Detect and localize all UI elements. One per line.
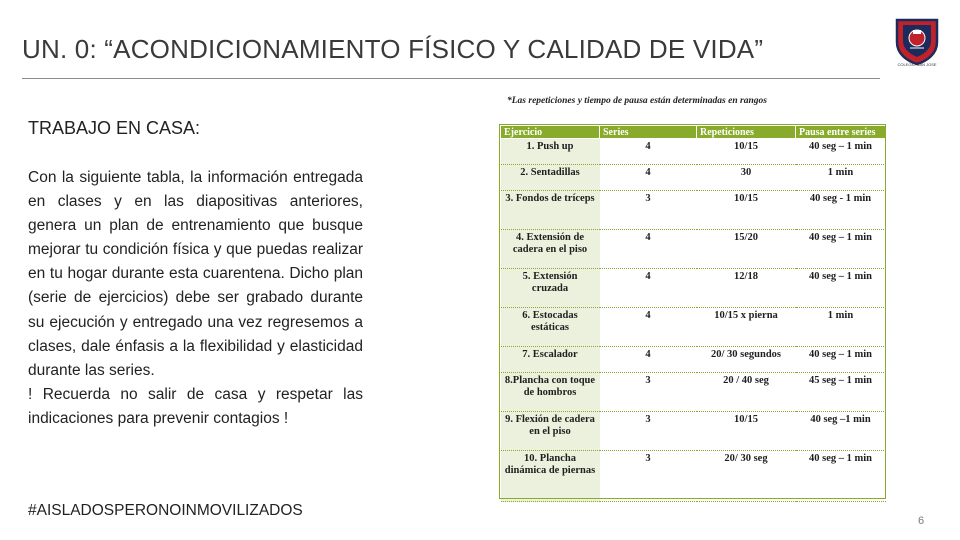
cell-pause: 40 seg – 1 min	[796, 269, 886, 308]
cell-series: 4	[600, 269, 697, 308]
cell-pause: 40 seg – 1 min	[796, 347, 886, 373]
cell-pause: 40 seg – 1 min	[796, 451, 886, 502]
table-row	[501, 451, 886, 502]
cell-reps: 30	[697, 165, 796, 191]
cell-reps: 10/15	[697, 412, 796, 451]
cell-pause: 1 min	[796, 165, 886, 191]
cell-reps: 10/15	[697, 139, 796, 165]
header-ejercicio: Ejercicio	[501, 126, 600, 139]
cell-exercise: 1. Push up	[501, 139, 600, 165]
logo-caption: COLEGIO SAN JOSE	[897, 62, 937, 67]
section-subtitle: TRABAJO EN CASA:	[28, 118, 201, 138]
table-row	[501, 308, 886, 347]
cell-reps: 20/ 30 seg	[697, 451, 796, 502]
cell-pause: 40 seg - 1 min	[796, 191, 886, 230]
table-row	[501, 373, 886, 412]
cell-series: 4	[600, 230, 697, 269]
instructions-text	[28, 166, 363, 431]
cell-series: 4	[600, 347, 697, 373]
header-pausa: Pausa entre series	[796, 126, 886, 139]
cell-exercise: 4. Extensión de cadera en el piso	[501, 230, 600, 269]
cell-series: 3	[600, 412, 697, 451]
table-row	[501, 347, 886, 373]
reminder-text: ! Recuerda no salir de casa y respetar las indicaciones para prevenir contagios !	[28, 385, 363, 427]
table-row	[501, 191, 886, 230]
cell-series: 4	[600, 139, 697, 165]
cell-exercise: 6. Estocadas estáticas	[501, 308, 600, 347]
header-series: Series	[600, 126, 697, 139]
cell-pause: 40 seg –1 min	[796, 412, 886, 451]
cell-pause: 1 min	[796, 308, 886, 347]
cell-pause: 40 seg – 1 min	[796, 230, 886, 269]
cell-series: 3	[600, 373, 697, 412]
cell-series: 3	[600, 191, 697, 230]
cell-reps: 10/15	[697, 191, 796, 230]
table-header-row	[501, 126, 886, 139]
header-repeticiones: Repeticiones	[697, 126, 796, 139]
cell-reps: 15/20	[697, 230, 796, 269]
cell-reps: 20/ 30 segundos	[697, 347, 796, 373]
cell-exercise: 3. Fondos de tríceps	[501, 191, 600, 230]
hashtag: #AISLADOSPERONOINMOVILIZADOS	[28, 502, 303, 519]
table-row	[501, 165, 886, 191]
table-row	[501, 412, 886, 451]
cell-pause: 40 seg – 1 min	[796, 139, 886, 165]
title-divider	[22, 78, 880, 79]
cell-reps: 20 / 40 seg	[697, 373, 796, 412]
cell-pause: 45 seg – 1 min	[796, 373, 886, 412]
cell-exercise: 10. Plancha dinámica de piernas	[501, 451, 600, 502]
cell-exercise: 9. Flexión de cadera en el piso	[501, 412, 600, 451]
slide-title: UN. 0: “ACONDICIONAMIENTO FÍSICO Y CALIDAD DE VIDA”	[22, 34, 764, 64]
instructions-paragraph: Con la siguiente tabla, la información entregada en clases y en las diapositivas anteriores, genera un plan de entrenamiento que busque mejorar tu condición física y que puedas realizar en tu hogar durante esta cuarentena. Dicho plan (serie de ejercicios) debe ser grabado durante su ejecución y entregado una vez regresemos a clases, dale énfasis a la flexibilidad y elasticidad durante las series.	[28, 169, 363, 379]
cell-reps: 12/18	[697, 269, 796, 308]
cell-series: 3	[600, 451, 697, 502]
cell-exercise: 5. Extensión cruzada	[501, 269, 600, 308]
cell-reps: 10/15 x pierna	[697, 308, 796, 347]
table-note: *Las repeticiones y tiempo de pausa están determinadas en rangos	[507, 96, 767, 106]
cell-exercise: 8.Plancha con toque de hombros	[501, 373, 600, 412]
exercise-table	[500, 125, 886, 502]
table-row	[501, 269, 886, 308]
cell-series: 4	[600, 165, 697, 191]
table-row	[501, 139, 886, 165]
cell-exercise: 2. Sentadillas	[501, 165, 600, 191]
cell-series: 4	[600, 308, 697, 347]
page-number: 6	[918, 515, 925, 527]
cell-exercise: 7. Escalador	[501, 347, 600, 373]
table-row	[501, 230, 886, 269]
